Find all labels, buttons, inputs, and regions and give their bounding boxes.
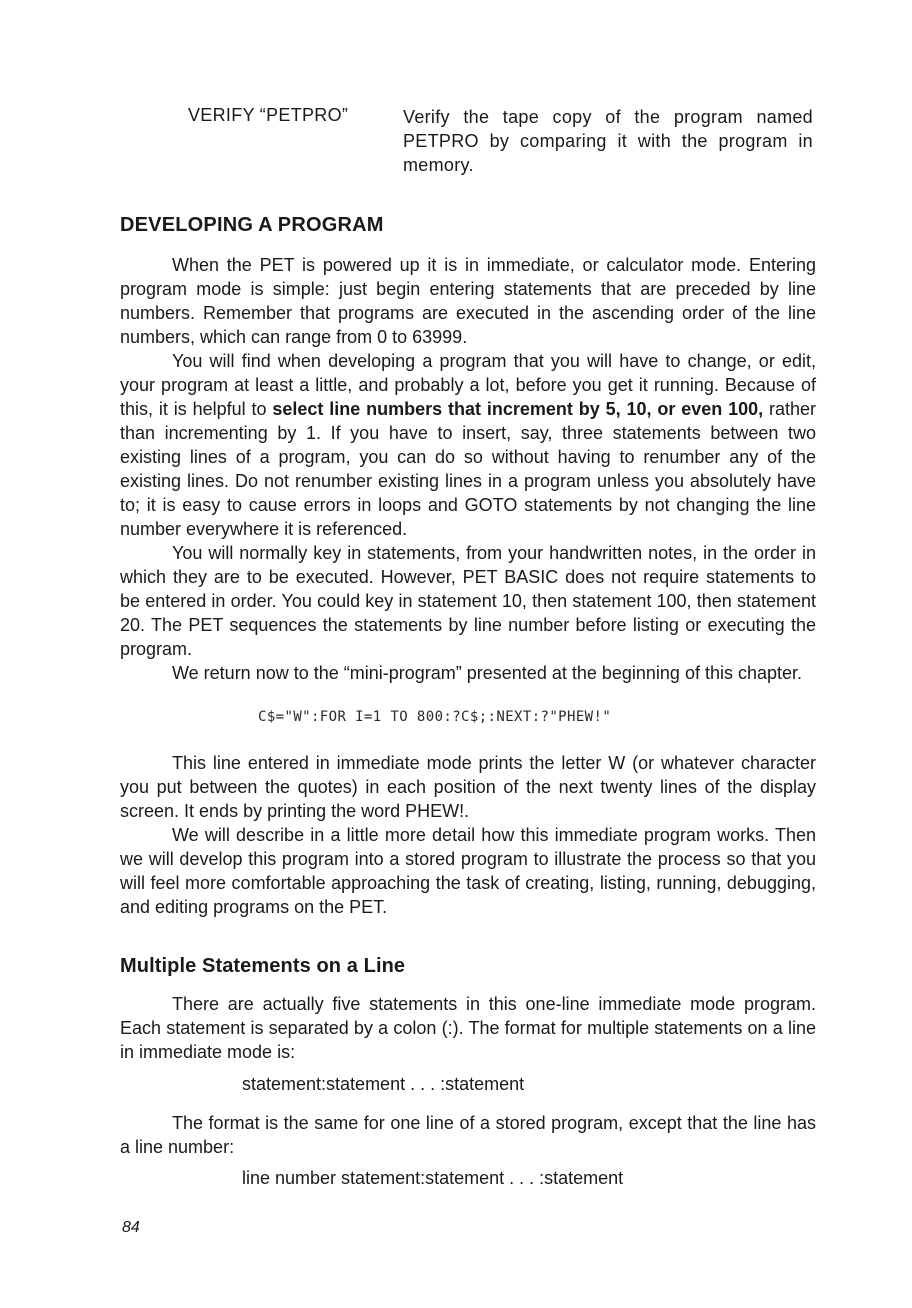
paragraph-stored-format: The format is the same for one line of a stored program, except that the line has a line number: xyxy=(120,1113,816,1157)
page-number: 84 xyxy=(122,1219,140,1236)
paragraph-text: rather than incrementing by 1. If you have to insert, say, three statements between two existing lines of a program, you can do so without having to renumber any of the existing lines. Do not renumber existing lines in a program unless you absolutely have to; it is easy to cause errors in loops and GOTO statements by not changing the line number everywhere it is referenced. xyxy=(120,399,816,539)
paragraph-mini-program: We return now to the “mini-program” presented at the beginning of this chapter. xyxy=(172,663,803,683)
paragraph-describe: We will describe in a little more detail how this immediate program works. Then we will develop this program into a stored program to illustrate the process so that you will feel more comfortable approaching the task of creating, listing, running, debugging, and editing programs on the PET. xyxy=(120,825,816,917)
paragraph-text: You will find when developing a program that you will have to change, or edit, your program at least a little, and probably a lot, before you get it running. Because of this, it is helpful to xyxy=(120,351,816,419)
format-immediate: statement:statement . . . :statement xyxy=(242,1074,525,1094)
paragraph-power-up: When the PET is powered up it is in immediate, or calculator mode. Entering program mode is simple: just begin entering statements that are preceded by line numbers. Remember that programs are executed in the ascending order of the line numbers, which can range from 0 to 63999. xyxy=(120,255,816,347)
code-line: C$="W":FOR I=1 TO 800:?C$;:NEXT:?"PHEW!" xyxy=(258,709,612,725)
paragraph-line-numbers xyxy=(120,349,816,541)
format-stored: line number statement:statement . . . :statement xyxy=(242,1168,624,1188)
verify-command: VERIFY “PETPRO” xyxy=(188,105,349,125)
paragraph-order: You will normally key in statements, from your handwritten notes, in the order in which they are to be executed. However, PET BASIC does not require statements to be entered in order. You could key in statement 10, then statement 100, then statement 20. The PET sequences the statements by line number before listing or executing the program. xyxy=(120,543,816,659)
section-body-continued xyxy=(120,751,816,919)
subsection-heading: Multiple Statements on a Line xyxy=(120,955,406,977)
subsection-body-continued xyxy=(120,1111,816,1159)
bold-emphasis: select line numbers that increment by 5, 10, or even 100, xyxy=(272,399,764,419)
subsection-body xyxy=(120,992,816,1064)
section-heading: DEVELOPING A PROGRAM xyxy=(120,214,384,236)
verify-description: Verify the tape copy of the program named PETPRO by comparing it with the program in memory. xyxy=(403,107,813,175)
paragraph-five-statements: There are actually five statements in this one-line immediate mode program. Each statement is separated by a colon (:). The format for multiple statements on a line in immediate mode is: xyxy=(120,994,816,1062)
section-body xyxy=(120,253,816,685)
paragraph-explanation: This line entered in immediate mode prints the letter W (or whatever character you put between the quotes) in each position of the next twenty lines of the display screen. It ends by printing the word PHEW!. xyxy=(120,753,816,821)
